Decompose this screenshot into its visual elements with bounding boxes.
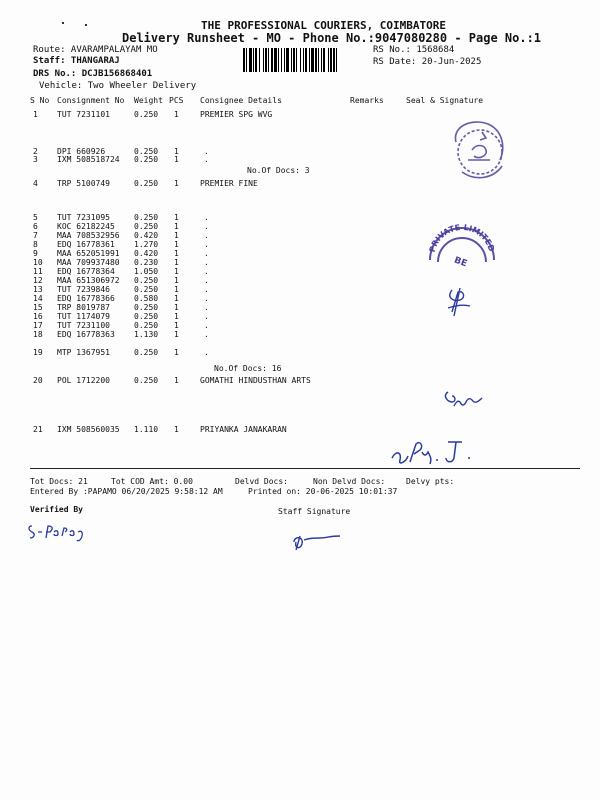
- barcode-bar: [305, 48, 307, 72]
- barcode-bar: [284, 48, 285, 72]
- tot-docs: Tot Docs: 21: [30, 477, 88, 486]
- cell-weight: 0.250: [134, 155, 159, 164]
- cell-consignee: .: [204, 213, 209, 222]
- barcode-bar: [265, 48, 267, 72]
- cell-pcs: 1: [174, 258, 179, 267]
- cell-sno: 2: [33, 147, 38, 156]
- cell-pcs: 1: [174, 155, 179, 164]
- stamp-inner-text: BE: [452, 255, 469, 270]
- cell-consignee: .: [204, 249, 209, 258]
- route-label: Route: AVARAMPALAYAM MO: [33, 45, 158, 55]
- cell-consignee: .: [204, 330, 209, 339]
- col-weight: Weight: [134, 96, 163, 105]
- scan-speck: [85, 24, 87, 26]
- cell-sno: 16: [33, 312, 43, 321]
- rs-date: RS Date: 20-Jun-2025: [373, 57, 482, 67]
- cell-weight: 0.420: [134, 231, 159, 240]
- cell-consignment: TUT 7231095: [57, 213, 110, 222]
- group-note-1: No.Of Docs: 3: [247, 166, 310, 175]
- signature-mark-2: [440, 388, 490, 414]
- cell-consignee: .: [204, 348, 209, 357]
- cell-consignment: TRP 8019787: [57, 303, 110, 312]
- scan-speck: [62, 22, 64, 24]
- cell-consignment: MAA 652051991: [57, 249, 120, 258]
- cell-sno: 3: [33, 155, 38, 164]
- cell-weight: 0.250: [134, 147, 159, 156]
- barcode-bar: [274, 48, 277, 72]
- cell-pcs: 1: [174, 240, 179, 249]
- cell-pcs: 1: [174, 321, 179, 330]
- cell-pcs: 1: [174, 222, 179, 231]
- cell-consignee: .: [204, 147, 209, 156]
- delvy-pts: Delvy pts:: [406, 477, 455, 486]
- barcode-bar: [268, 48, 269, 72]
- cell-pcs: 1: [174, 147, 179, 156]
- barcode-bar: [296, 48, 297, 72]
- col-seal: Seal & Signature: [406, 96, 484, 105]
- barcode-bar: [249, 48, 252, 72]
- cell-sno: 4: [33, 179, 38, 188]
- table-row: [0, 425, 600, 435]
- cell-pcs: 1: [174, 425, 179, 434]
- printed-on: Printed on: 20-06-2025 10:01:37: [248, 487, 398, 496]
- barcode-bar: [323, 48, 325, 72]
- cell-weight: 0.250: [134, 376, 159, 385]
- cell-sno: 6: [33, 222, 38, 231]
- cell-consignee: .: [204, 294, 209, 303]
- cell-consignment: TUT 7239846: [57, 285, 110, 294]
- cell-sno: 17: [33, 321, 43, 330]
- barcode-bar: [246, 48, 247, 72]
- barcode-bar: [278, 48, 279, 72]
- table-row: [0, 376, 600, 386]
- verified-signature: [26, 520, 96, 542]
- cell-consignment: POL 1712200: [57, 376, 110, 385]
- cell-consignee: PREMIER FINE: [200, 179, 258, 188]
- cell-sno: 9: [33, 249, 38, 258]
- cell-sno: 15: [33, 303, 43, 312]
- cell-consignee: PRIYANKA JANAKARAN: [200, 425, 287, 434]
- cell-consignment: EDQ 16778361: [57, 240, 115, 249]
- barcode-bar: [336, 48, 337, 72]
- barcode-bar: [243, 48, 245, 72]
- cell-consignee: .: [204, 222, 209, 231]
- col-consignee: Consignee Details: [200, 96, 282, 105]
- cell-weight: 0.250: [134, 321, 159, 330]
- signature-mark-1: [444, 284, 474, 324]
- barcode-bar: [318, 48, 319, 72]
- vehicle-label: Vehicle: Two Wheeler Delivery: [39, 81, 197, 91]
- footer-rule: [30, 468, 580, 469]
- col-sno: S No: [30, 96, 50, 105]
- cell-weight: 1.130: [134, 330, 159, 339]
- cell-pcs: 1: [174, 231, 179, 240]
- barcode-bar: [330, 48, 332, 72]
- cell-weight: 0.580: [134, 294, 159, 303]
- company-title: THE PROFESSIONAL COURIERS, COIMBATORE: [201, 19, 447, 32]
- cell-pcs: 1: [174, 348, 179, 357]
- barcode-bar: [303, 48, 304, 72]
- cell-weight: 0.230: [134, 258, 159, 267]
- cell-consignment: EDQ 16778366: [57, 294, 115, 303]
- cell-pcs: 1: [174, 285, 179, 294]
- cell-consignment: IXM 508518724: [57, 155, 120, 164]
- cell-weight: 0.420: [134, 249, 159, 258]
- cell-consignee: PREMIER SPG WVG: [200, 110, 273, 119]
- staff-signature-label: Staff Signature: [278, 507, 351, 516]
- private-limited-stamp: [424, 222, 500, 286]
- cell-sno: 21: [33, 425, 43, 434]
- delvd-docs: Delvd Docs:: [235, 477, 288, 486]
- stamp-arc-text: PRIVATE LIMITED: [427, 222, 497, 254]
- cell-consignment: KOC 62182245: [57, 222, 115, 231]
- cell-consignee: GOMATHI HINDUSTHAN ARTS: [200, 376, 311, 385]
- col-consignment: Consignment No: [57, 96, 125, 105]
- barcode-bar: [328, 48, 329, 72]
- barcode-bar: [271, 48, 273, 72]
- col-remarks: Remarks: [350, 96, 384, 105]
- cell-consignment: MAA 651306972: [57, 276, 120, 285]
- cell-consignment: MAA 709937480: [57, 258, 120, 267]
- verified-by-label: Verified By: [30, 505, 83, 514]
- cell-consignee: .: [204, 267, 209, 276]
- barcode-bar: [293, 48, 295, 72]
- cell-weight: 0.250: [134, 276, 159, 285]
- barcode-bar: [315, 48, 317, 72]
- cell-consignment: MTP 1367951: [57, 348, 110, 357]
- barcode-bar: [333, 48, 335, 72]
- cell-sno: 1: [33, 110, 38, 119]
- barcode-bar: [309, 48, 310, 72]
- cell-consignee: .: [204, 321, 209, 330]
- cell-pcs: 1: [174, 249, 179, 258]
- barcode-bar: [281, 48, 282, 72]
- cell-pcs: 1: [174, 376, 179, 385]
- barcode: [243, 48, 369, 76]
- cell-sno: 10: [33, 258, 43, 267]
- cell-weight: 0.250: [134, 303, 159, 312]
- cell-consignee: .: [204, 155, 209, 164]
- cell-sno: 7: [33, 231, 38, 240]
- cell-consignee: .: [204, 312, 209, 321]
- cell-pcs: 1: [174, 330, 179, 339]
- cell-pcs: 1: [174, 213, 179, 222]
- cell-consignee: .: [204, 303, 209, 312]
- cell-weight: 1.110: [134, 425, 159, 434]
- cell-weight: 0.250: [134, 348, 159, 357]
- barcode-bar: [263, 48, 264, 72]
- cell-weight: 0.250: [134, 312, 159, 321]
- cell-consignment: TUT 7231100: [57, 321, 110, 330]
- barcode-bar: [286, 48, 289, 72]
- barcode-bar: [253, 48, 254, 72]
- staff-label: Staff: THANGARAJ: [33, 56, 120, 66]
- barcode-bar: [255, 48, 257, 72]
- cell-consignment: EDQ 16778364: [57, 267, 115, 276]
- barcode-bar: [321, 48, 322, 72]
- cell-weight: 0.250: [134, 110, 159, 119]
- cell-weight: 0.250: [134, 213, 159, 222]
- table-header: [0, 96, 600, 106]
- cell-sno: 19: [33, 348, 43, 357]
- cell-consignment: MAA 708532956: [57, 231, 120, 240]
- cell-pcs: 1: [174, 179, 179, 188]
- cell-consignment: IXM 508560035: [57, 425, 120, 434]
- cell-sno: 20: [33, 376, 43, 385]
- cell-weight: 0.250: [134, 285, 159, 294]
- group-note-2: No.Of Docs: 16: [214, 364, 282, 373]
- barcode-bar: [291, 48, 292, 72]
- tot-cod: Tot COD Amt: 0.00: [111, 477, 193, 486]
- cell-consignee: .: [204, 285, 209, 294]
- cell-pcs: 1: [174, 276, 179, 285]
- cell-consignee: .: [204, 240, 209, 249]
- cell-consignment: TRP 5100749: [57, 179, 110, 188]
- entered-by: Entered By :PAPAMO 06/20/2025 9:58:12 AM: [30, 487, 223, 496]
- cell-weight: 0.250: [134, 222, 159, 231]
- cell-sno: 8: [33, 240, 38, 249]
- cell-pcs: 1: [174, 110, 179, 119]
- runsheet-subtitle: Delivery Runsheet - MO - Phone No.:9047080280 - Page No.:1: [122, 31, 542, 45]
- cell-sno: 12: [33, 276, 43, 285]
- cell-consignee: .: [204, 231, 209, 240]
- cell-weight: 1.050: [134, 267, 159, 276]
- cell-sno: 18: [33, 330, 43, 339]
- cell-consignee: .: [204, 258, 209, 267]
- cell-weight: 1.270: [134, 240, 159, 249]
- cell-consignment: TUT 7231101: [57, 110, 110, 119]
- col-pcs: PCS: [169, 96, 184, 105]
- cell-sno: 5: [33, 213, 38, 222]
- drs-number: DRS No.: DCJB156868401: [33, 69, 153, 79]
- non-delvd-docs: Non Delvd Docs:: [313, 477, 386, 486]
- cell-consignment: TUT 1174079: [57, 312, 110, 321]
- cell-weight: 0.250: [134, 179, 159, 188]
- signature-priyanka: [388, 436, 488, 470]
- rs-number: RS No.: 1568684: [373, 45, 455, 55]
- barcode-bar: [259, 48, 260, 72]
- cell-consignee: .: [204, 276, 209, 285]
- cell-pcs: 1: [174, 267, 179, 276]
- barcode-bar: [311, 48, 314, 72]
- table-row: [0, 330, 600, 340]
- cell-sno: 14: [33, 294, 43, 303]
- cell-sno: 11: [33, 267, 43, 276]
- cell-sno: 13: [33, 285, 43, 294]
- staff-signature: [290, 530, 346, 552]
- company-seal-stamp: [442, 112, 512, 192]
- cell-pcs: 1: [174, 303, 179, 312]
- table-row: [0, 348, 600, 358]
- cell-pcs: 1: [174, 294, 179, 303]
- cell-consignment: EDQ 16778363: [57, 330, 115, 339]
- cell-pcs: 1: [174, 312, 179, 321]
- cell-consignment: DPI 660926: [57, 147, 106, 156]
- barcode-bar: [300, 48, 301, 72]
